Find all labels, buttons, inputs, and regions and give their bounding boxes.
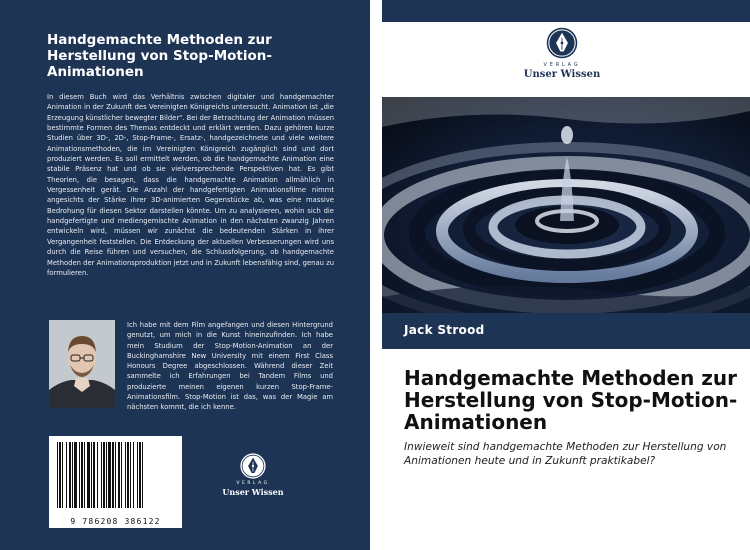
spine [370, 0, 382, 550]
publisher-name: Unser Wissen [222, 487, 284, 497]
isbn-barcode [49, 436, 182, 528]
author-bio: Ich habe mit dem Film angefangen und diesen Hintergrund genutzt, um mich in die Kunst hineinzufinden. Ich habe mein Studium der Stop-Motion-Animation an der Buckinghamshire New University mit einem First Class Honours Degree abgeschlossen. Während dieser Zeit sammelte ich Erfahrungen bei Tandem Films und produzierte meinen eigenen kurzen Stop-Frame-Animationsfilm. Stop-Motion ist das, was der Magie am nächsten kommt, die ich kenne. [127, 321, 333, 412]
publisher-logo-back [208, 452, 298, 508]
author-band [382, 313, 750, 349]
front-cover-title: Handgemachte Methoden zur Herstellung von Stop-Motion-Animationen [404, 366, 738, 434]
fountain-pen-nib-icon [239, 452, 267, 480]
author-photo [49, 320, 115, 408]
front-cover [382, 0, 750, 550]
barcode-number: 9 786208 386122 [70, 517, 161, 526]
publisher-verlag-label: VERLAG [543, 62, 581, 68]
front-top-bar [382, 0, 750, 22]
fountain-pen-nib-icon [545, 26, 579, 60]
water-ripple-illustration [382, 97, 750, 313]
water-drop-ripple-image [382, 97, 750, 313]
back-cover-blurb: In diesem Buch wird das Verhältnis zwischen digitaler und handgemachter Animation in der Zukunft des Vereinigten Königreichs untersucht. Animation ist „die Erzeugung künstlicher bewegter Bilder". Bei der Betrachtung der Animation müssen bestimmte Formen des Themas entdeckt und erklärt werden. Dazu gehören kurze Studien über 3D-, 2D-, Stop-Frame-, Ersatz-, handgezeichnete und viele weitere Animationsmethoden, die im Vereinigten Königreich zugänglich sind und dort produziert werden. Es soll ermittelt werden, ob die handgemachte Animation eine stabile Präsenz hat und ob sie vielversprechende Perspektiven hat. Es gibt Theorien, die besagen, dass die handgemachte Animation allmählich in Vergessenheit gerät. Die Anzahl der handgefertigten Animationsfilme nimmt angesichts der Stärke ihrer 3D-animierten Gegenstücke ab, was eine massive Bedrohung für diesen Sektor darstellen könnte. Um zu analysieren, wohin sich die handgefertigte und mediengemischte Animation in den nächsten zwanzig Jahren entwickeln wird, müssen wir zunächst die bedeutenden Stärken in ihrer Vergangenheit feststellen. Die Entdeckung der aktuellen Verbesserungen wird uns durch die Reise führen und versuchen, die Schlussfolgerung, ob handgemachte Methoden der Animationsproduktion jetzt und in Zukunft lebensfähig sind, genau zu formulieren. [47, 93, 334, 277]
publisher-name: Unser Wissen [523, 69, 601, 80]
back-cover [0, 0, 370, 550]
back-cover-title: Handgemachte Methoden zur Herstellung von Stop-Motion-Animationen [47, 32, 272, 80]
publisher-logo-front [502, 26, 622, 88]
front-author-name: Jack Strood [404, 323, 485, 337]
author-portrait-icon [49, 320, 115, 408]
front-cover-subtitle: Inwieweit sind handgemachte Methoden zur Herstellung von Animationen heute und in Zukunft praktikabel? [404, 441, 727, 467]
publisher-verlag-label: VERLAG [236, 481, 270, 486]
barcode-bars [55, 442, 176, 512]
